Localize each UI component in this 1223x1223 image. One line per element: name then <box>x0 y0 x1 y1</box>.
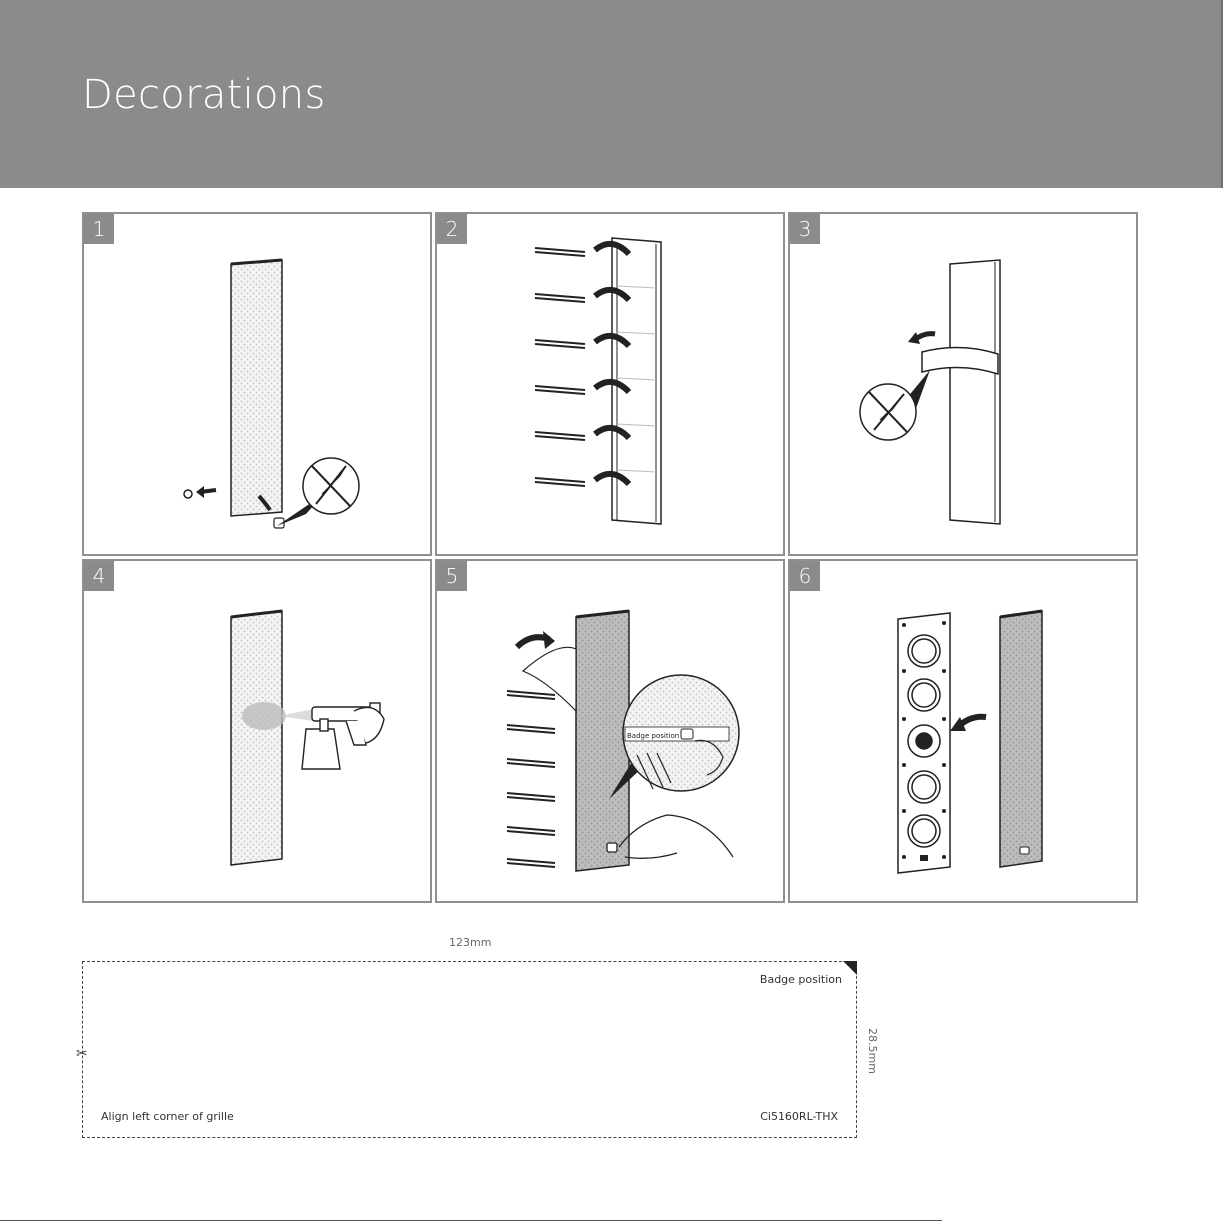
badge-template <box>82 961 857 1138</box>
arrow-icon <box>196 486 216 498</box>
template-model-label: Ci5160RL-THX <box>760 1110 838 1123</box>
step-3-illustration <box>790 214 1140 558</box>
spray-gun-icon <box>302 703 384 769</box>
template-align-label: Align left corner of grille <box>101 1110 234 1123</box>
screw-icon <box>184 490 192 498</box>
step-panel-6 <box>788 559 1138 903</box>
magnified-callout <box>623 675 739 791</box>
step-6-illustration <box>790 561 1140 905</box>
no-knife-icon <box>303 458 359 514</box>
template-width-label: 123mm <box>449 936 492 949</box>
template-badge-position: Badge position <box>759 973 842 986</box>
step-number: 2 <box>437 214 467 244</box>
arrow-icon <box>908 332 935 344</box>
step-number: 1 <box>84 214 114 244</box>
footer-rule <box>0 1220 942 1221</box>
badge-icon <box>1020 847 1029 854</box>
step-panel-2 <box>435 212 785 556</box>
badge-position-callout-label: Badge position <box>627 732 680 740</box>
step-panel-1 <box>82 212 432 556</box>
page-header <box>0 0 1223 188</box>
no-knife-icon <box>860 384 916 440</box>
step-number: 6 <box>790 561 820 591</box>
step-number: 3 <box>790 214 820 244</box>
step-5-illustration <box>437 561 787 905</box>
step-number: 5 <box>437 561 467 591</box>
page-title: Decorations <box>82 72 326 118</box>
arrow-icon <box>517 631 555 649</box>
step-panel-3 <box>788 212 1138 556</box>
scissors-icon: ✂ <box>76 1046 88 1062</box>
step-2-illustration <box>437 214 787 558</box>
arrow-icon <box>950 717 986 731</box>
badge-icon <box>681 729 693 739</box>
step-panel-4 <box>82 559 432 903</box>
corner-marker <box>843 961 857 975</box>
step-panel-5 <box>435 559 785 903</box>
step-1-illustration <box>84 214 434 558</box>
step-number: 4 <box>84 561 114 591</box>
template-height-label: 28.5mm <box>866 1028 879 1074</box>
step-4-illustration <box>84 561 434 905</box>
